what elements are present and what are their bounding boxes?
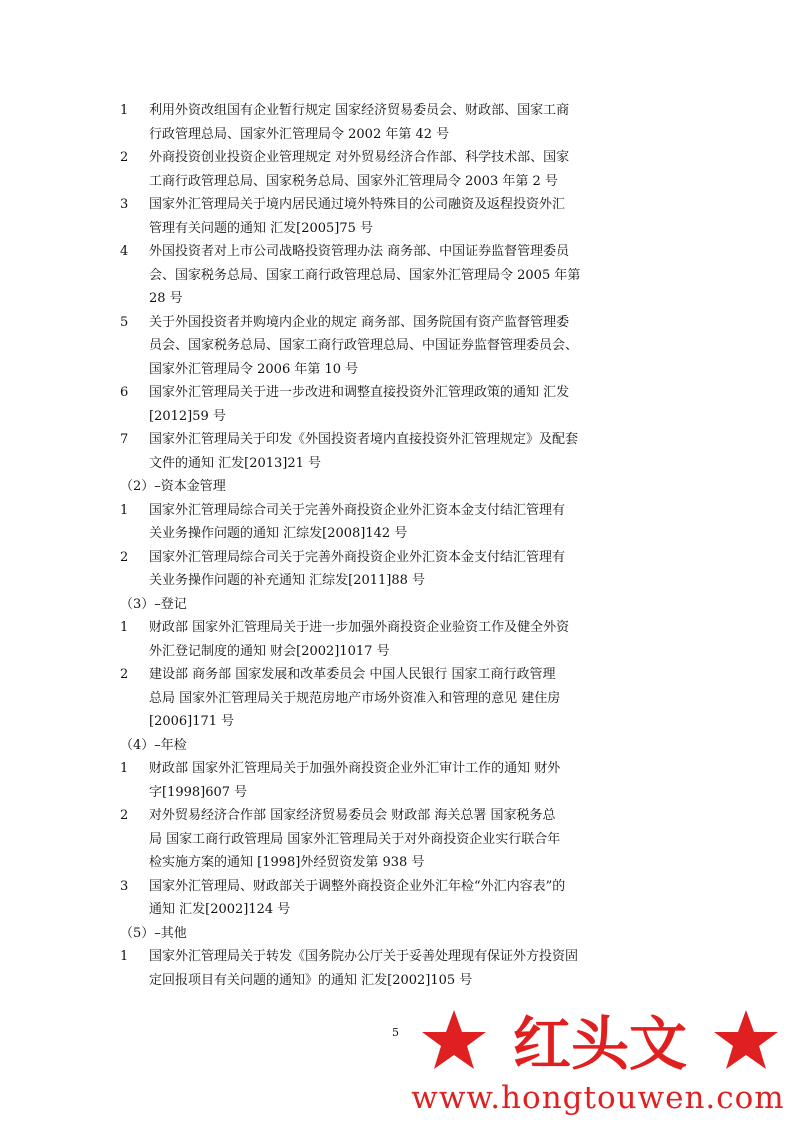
- item-text-line: 管理有关问题的通知 汇发[2005]75 号: [149, 220, 374, 236]
- item-text-line: [2012]59 号: [149, 408, 226, 424]
- watermark-url[interactable]: [404, 1080, 792, 1116]
- list-item: [120, 311, 680, 382]
- star-icon: [422, 1010, 486, 1069]
- item-text-line: 国家外汇管理局关于进一步改进和调整直接投资外汇管理政策的通知 汇发: [149, 385, 570, 400]
- list-item: [120, 945, 680, 992]
- watermark-url-text: www.hongtouwen.com: [411, 1080, 785, 1116]
- list-item: [120, 240, 680, 311]
- item-text-line: 国家外汇管理局关于境内居民通过境外特殊目的公司融资及返程投资外汇: [149, 197, 566, 212]
- item-number: 3: [120, 197, 129, 212]
- item-text-line: 财政部 国家外汇管理局关于进一步加强外商投资企业验资工作及健全外资: [149, 620, 570, 635]
- item-text-line: 建设部 商务部 国家发展和改革委员会 中国人民银行 国家工商行政管理: [149, 667, 556, 682]
- list-item: [120, 804, 680, 875]
- item-text-line: [2006]171 号: [149, 714, 235, 729]
- list-item: [120, 616, 680, 663]
- item-text-line: 对外贸易经济合作部 国家经济贸易委员会 财政部 海关总署 国家税务总: [149, 808, 556, 823]
- item-number: 2: [120, 808, 129, 823]
- section-heading-3: （3）–登记: [120, 596, 187, 612]
- item-group-3: [120, 616, 680, 734]
- list-item: [120, 546, 680, 593]
- section-heading-4: （4）–年检: [120, 737, 187, 753]
- item-text-line: 国家外汇管理局令 2006 年第 10 号: [149, 361, 359, 377]
- section-heading-5: （5）–其他: [120, 925, 187, 941]
- item-text-line: 财政部 国家外汇管理局关于加强外商投资企业外汇审计工作的通知 财外: [149, 761, 561, 776]
- item-text-line: 利用外资改组国有企业暂行规定 国家经济贸易委员会、财政部、国家工商: [149, 103, 570, 118]
- item-text-line: 通知 汇发[2002]124 号: [149, 902, 291, 917]
- item-number: 1: [120, 502, 129, 518]
- item-number: 6: [120, 385, 129, 400]
- list-item: [120, 757, 680, 804]
- item-text-line: 国家外汇管理局关于转发《国务院办公厅关于妥善处理现有保证外方投资固: [149, 949, 579, 964]
- item-number: 1: [120, 949, 129, 964]
- list-item: [120, 146, 680, 193]
- item-number: 3: [120, 878, 129, 894]
- item-number: 1: [120, 103, 129, 118]
- item-group-2: [120, 499, 680, 593]
- page-number: 5: [392, 1026, 399, 1039]
- list-item: [120, 381, 680, 428]
- item-text-line: 外国投资者对上市公司战略投资管理办法 商务部、中国证券监督管理委员: [149, 244, 570, 259]
- watermark-title: 红头文: [512, 1010, 688, 1076]
- item-text-line: 国家外汇管理局综合司关于完善外商投资企业外汇资本金支付结汇管理有: [149, 549, 566, 565]
- item-text-line: 局 国家工商行政管理局 国家外汇管理局关于对外商投资企业实行联合年: [149, 831, 561, 847]
- list-item: [120, 193, 680, 240]
- item-text-line: 员会、国家税务总局、国家工商行政管理总局、中国证券监督管理委员会、: [149, 338, 579, 353]
- item-group-4: [120, 757, 680, 922]
- item-text-line: 文件的通知 汇发[2013]21 号: [149, 455, 322, 471]
- item-group-1: [120, 99, 680, 475]
- list-item: [120, 99, 680, 146]
- item-text-line: 会、国家税务总局、国家工商行政管理总局、国家外汇管理局令 2005 年第: [149, 267, 581, 283]
- item-text-line: 字[1998]607 号: [149, 784, 248, 800]
- item-number: 2: [120, 667, 129, 682]
- item-text-line: 国家外汇管理局综合司关于完善外商投资企业外汇资本金支付结汇管理有: [149, 502, 566, 518]
- item-text-line: 关业务操作问题的补充通知 汇综发[2011]88 号: [149, 573, 426, 588]
- watermark-logo: [420, 1006, 780, 1076]
- item-number: 4: [120, 244, 129, 259]
- item-text-line: 关业务操作问题的通知 汇综发[2008]142 号: [149, 526, 408, 541]
- item-text-line: 国家外汇管理局、财政部关于调整外商投资企业外汇年检“外汇内容表”的: [149, 878, 566, 894]
- item-text-line: 28 号: [149, 291, 183, 306]
- list-item: [120, 428, 680, 475]
- item-text-line: 关于外国投资者并购境内企业的规定 商务部、国务院国有资产监督管理委: [149, 314, 570, 330]
- star-icon: [714, 1010, 778, 1069]
- item-group-5: [120, 945, 680, 992]
- item-text-line: 检实施方案的通知 [1998]外经贸资发第 938 号: [149, 855, 425, 870]
- item-number: 2: [120, 150, 129, 165]
- item-number: 5: [120, 314, 129, 330]
- item-number: 2: [120, 549, 129, 565]
- item-text-line: 外汇登记制度的通知 财会[2002]1017 号: [149, 643, 390, 659]
- list-item: [120, 663, 680, 734]
- list-item: [120, 499, 680, 546]
- item-text-line: 定回报项目有关问题的通知》的通知 汇发[2002]105 号: [149, 972, 473, 988]
- item-text-line: 总局 国家外汇管理局关于规范房地产市场外资准入和管理的意见 建住房: [149, 690, 561, 706]
- item-text-line: 工商行政管理总局、国家税务总局、国家外汇管理局令 2003 年第 2 号: [149, 173, 558, 189]
- item-text-line: 行政管理总局、国家外汇管理局令 2002 年第 42 号: [149, 126, 450, 142]
- item-number: 7: [120, 432, 129, 447]
- item-text-line: 国家外汇管理局关于印发《外国投资者境内直接投资外汇管理规定》及配套: [149, 432, 579, 447]
- item-text-line: 外商投资创业投资企业管理规定 对外贸易经济合作部、科学技术部、国家: [149, 150, 570, 165]
- list-item: [120, 875, 680, 922]
- section-heading-2: （2）–资本金管理: [120, 479, 226, 494]
- document-body: [120, 99, 680, 992]
- item-number: 1: [120, 620, 129, 635]
- item-number: 1: [120, 761, 129, 776]
